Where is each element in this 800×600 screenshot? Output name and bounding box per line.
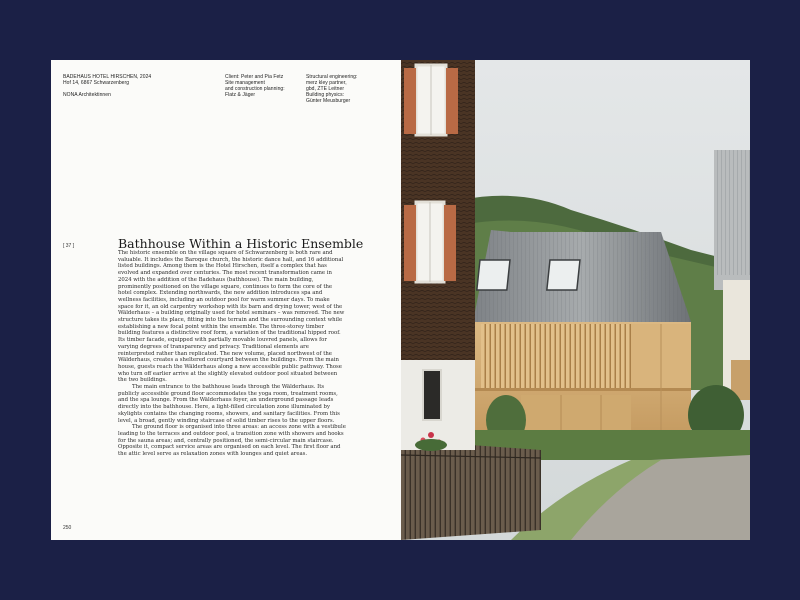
credits-engineering (306, 74, 357, 104)
project-name: BADEHAUS HOTEL HIRSCHEN, 2024 (63, 74, 152, 80)
credit-line: Flatz & Jäger (225, 92, 256, 98)
project-address: Hof 14, 6867 Schwarzenberg (63, 80, 130, 86)
architect-name: NONA Architektinnen (63, 92, 111, 98)
bathhouse-photo (401, 60, 750, 540)
credit-line: merz kley partner, (306, 80, 347, 86)
project-info (63, 74, 151, 98)
credit-line: Site management (225, 80, 265, 86)
paragraph: The main entrance to the bathhouse leads through the Wälderhaus. Its publicly accessible ground floor accommodates the yoga room, treatment rooms, and the spa lounge. From the Wälderhaus foyer, an underground passage leads directly into the bathhouse. Here, a light-filled circulation zone illuminated by skylights contains the changing rooms, showers, and sanitary facilities. From this level, a broad, gently winding staircase of solid timber rises to the upper floors. (118, 384, 340, 424)
paragraph: The historic ensemble on the village square of Schwarzenberg is both rare and valuable. It includes the Baroque church, the historic dance hall, and 16 additional listed buildings. Among them is the Hotel Hirschen, itself a complex that has evolved and expanded over centuries. The most recent transformation came in 2024 with the addition of the Badehaus (bathhouse). The main building, prominently positioned on the village square, continues to form the core of the hotel complex. Extending northwards, the new addition introduces spa and wellness facilities, including an outdoor pool for warm summer days. To make space for it, an old carpentry workshop with its barn and drying tower, west of the Wälderhaus – a building originally used for hotel seminars – was removed. The new structure takes its place, fitting into the terrain and the surrounding context while establishing a new focal point within the ensemble. The three-storey timber building features a distinctive roof form, a variation of the traditional hipped roof. Its timber facade, equipped with partially movable louvred panels, allows for varying degrees of transparency and privacy. Traditional elements are reinterpreted rather than replicated. The new volume, placed northwest of the Wälderhaus, creates a sheltered courtyard between the buildings. From the main house, guests reach the Wälderhaus along a new accessible public pathway. Those who turn off earlier arrive at the slightly elevated outdoor pool situated between the two buildings. (118, 250, 345, 384)
page-number: 250 (63, 525, 72, 531)
article-body (118, 250, 346, 458)
section-number: [ 37 ] (63, 243, 75, 249)
credit-line: Structural engineering: (306, 74, 358, 80)
article-title: Bathhouse Within a Historic Ensemble (118, 236, 364, 251)
credit-line: Client: Peter and Pia Fetz (225, 74, 284, 80)
right-page (401, 60, 750, 540)
credit-line: Building physics: (306, 92, 345, 98)
paragraph: The ground floor is organised into three areas: an access zone with a vestibule leading to the terraces and outdoor pool, a transition zone with showers and hooks for the sauna areas; and, centrally positioned, the semi-circular main staircase. Opposite it, compact service areas are organised on each level. The first floor and the attic level serve as relaxation zones with lounges and quiet areas. (118, 424, 346, 458)
credit-line: gbd, ZTE Leitner (306, 86, 345, 92)
credit-line: Günter Meusburger (306, 98, 351, 104)
credits-client (225, 74, 285, 98)
left-page (51, 60, 401, 540)
credit-line: and construction planning: (225, 86, 285, 92)
